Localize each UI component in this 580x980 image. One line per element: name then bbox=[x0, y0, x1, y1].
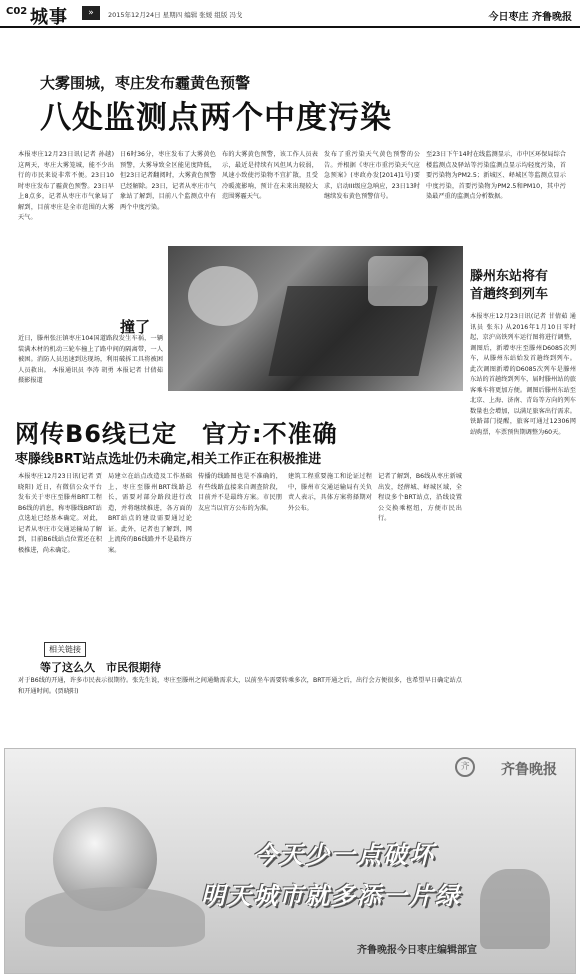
ad-slogan-line2: 明天城市就多添一片绿 bbox=[201, 882, 461, 910]
side-headline-line1: 滕州东站将有 bbox=[470, 269, 549, 284]
second-column-4: 建筑工程重要施工和论证过程中，滕州市交通运输局有关负责人表示，具体方案将择期对外公布。 bbox=[288, 473, 372, 512]
second-column-2: 局建立在站点改造及工作基础上，枣庄至滕州BRT线路总长，需要对部分路段进行改造，并将继续推进，各方面的BRT站点的建设需要通过论证。此外，记者也了解到，网上流传的B6线路并不是最终方案。 bbox=[108, 473, 192, 554]
lead-headline: 八处监测点两个中度污染 bbox=[40, 100, 392, 136]
side-story-text: 本报枣庄12月23日讯(记者 甘倩茹 通讯员 张东) 从2016年1月10日零时起，京沪高铁列车运行图将进行调整，调图后，新增枣庄至滕州D6085次列车，从滕州东站始发首趟终到列车。 此次调图新增的D6085次列车是滕州东站的首趟终到列车，届时滕州站的旅客乘车将更加方便。调图后滕州东站至北京、上海、济南、青岛等方向的列车数量也会增加，以满足旅客出行需求。铁路部门提醒，旅客可通过12306网站购票，车票预售期调整为60天。 bbox=[470, 313, 576, 436]
related-headline: 等了这么久 市民很期待 bbox=[40, 661, 161, 674]
masthead bbox=[0, 0, 580, 28]
second-subheadline: 枣滕线BRT站点选址仍未确定,相关工作正在积极推进 bbox=[15, 452, 322, 467]
accident-photo bbox=[168, 246, 463, 391]
sprout-illustration bbox=[480, 869, 550, 949]
chevron-right-icon: » bbox=[82, 6, 100, 20]
hands-illustration bbox=[25, 887, 205, 947]
side-headline-line2: 首趟终到列车 bbox=[470, 287, 549, 302]
public-service-ad bbox=[4, 748, 576, 974]
second-column-5: 记者了解到，B6线从枣庄新城出发，经薛城、峄城区域，全程设多个BRT站点，沿线设置公交换乘枢纽，方便市民出行。 bbox=[378, 473, 462, 522]
lead-column-3: 布的大雾黄色预警，该工作人员表示，最近是持续有风但风力较弱，风速小致使污染物不宜扩散，且受冷暖流影响，预计在未来出现较大范围雾霾天气。 bbox=[222, 151, 318, 200]
lead-column-1: 本报枣庄12月23日讯(记者 孙越) 这两天，枣庄大雾笼城，能不少出行的市民来说非常不便。23日10时枣庄发布了霾黄色预警。23日早上8点多，记者从枣庄市气象局了解到，目前枣庄是全市范围的大雾天气。 bbox=[18, 151, 114, 221]
photo-helmet bbox=[368, 256, 428, 306]
photo-caption-text: 近日，滕州张汪镇枣庄104国道路段发生车祸，一辆装满木材的机动三轮车撞上了路中间的隔离带，一人被困。消防人员迅速到达现场，利用破拆工具将被困人员救出。 本报通讯员 李涛 胡勇 本报记者 甘倩茹 摄影报道 bbox=[18, 335, 163, 384]
related-link-tag: 相关链接 bbox=[44, 642, 86, 657]
lead-kicker: 大雾围城，枣庄发布霾黄色预警 bbox=[40, 74, 251, 92]
related-text: 对于B6线的开通，许多市民表示很期待。张先生说，枣庄至滕州之间通勤需求大，以前坐车需要转乘多次，BRT开通之后，出行会方便很多，也希望早日确定站点和开通时间。(贾晓阳) bbox=[18, 677, 462, 695]
photo-caption-title: 撞了 bbox=[120, 318, 151, 336]
lead-column-2: 日6时36分，枣庄发布了大雾黄色预警，大雾导致全区能见度降低，但23日记者翻阅时，大雾黄色预警已经解除。23日，记者从枣庄市气象站了解到，目前八个监测点中有两个中度污染。 bbox=[120, 151, 216, 211]
side-headline bbox=[470, 268, 548, 304]
second-column-1: 本报枣庄12月23日讯(记者 贾晓阳) 近日，有微信公众平台发布关于枣庄至滕州BRT工程B6线的消息，称枣滕线BRT站点选址已经基本确定。对此，记者从枣庄市交通运输局了解到，目前B6线站点位置还在积极推进，尚未确定。 bbox=[18, 473, 102, 554]
newspaper-logo-icon: 齐 bbox=[455, 757, 475, 777]
issue-meta: 2015年12月24日 星期四 编辑 张媛 组版 冯戈 bbox=[108, 11, 243, 19]
second-headline: 网传B6线已定 官方:不准确 bbox=[15, 420, 338, 448]
section-title: 城事 bbox=[30, 7, 68, 28]
ad-signer: 齐鲁晚报今日枣庄编辑部宣 bbox=[357, 945, 477, 956]
lead-column-4: 发布了重污染天气黄色预警的公告。并根据《枣庄市重污染天气应急预案》(枣政办发[2014]1号)要求，启动III级应急响应，23日13时继续发布黄色预警信号。 bbox=[324, 151, 420, 200]
newspaper-logo-text: 齐鲁晚报 bbox=[501, 762, 557, 778]
photo-figure bbox=[188, 266, 258, 326]
brand-logo: 今日枣庄 齐鲁晚报 bbox=[488, 12, 572, 23]
page-code: C02 bbox=[6, 6, 28, 17]
ad-slogan-line1: 今天少一点破坏 bbox=[253, 841, 435, 869]
lead-column-5: 至23日下午14时在线监测显示，市中区环保局综合楼监测点及驿站等污染监测点显示均轻度污染，首要污染物为PM2.5；新城区、峄城区等监测点显示中度污染，首要污染物为PM2.5和PM10，其中污染最严重的监测点分析数据。 bbox=[426, 151, 566, 200]
second-column-3: 传播的线路图也是不准确的，有些线路直接来自调查阶段，目前并不是最终方案。市民朋友应当以官方公布的为准。 bbox=[198, 473, 282, 512]
